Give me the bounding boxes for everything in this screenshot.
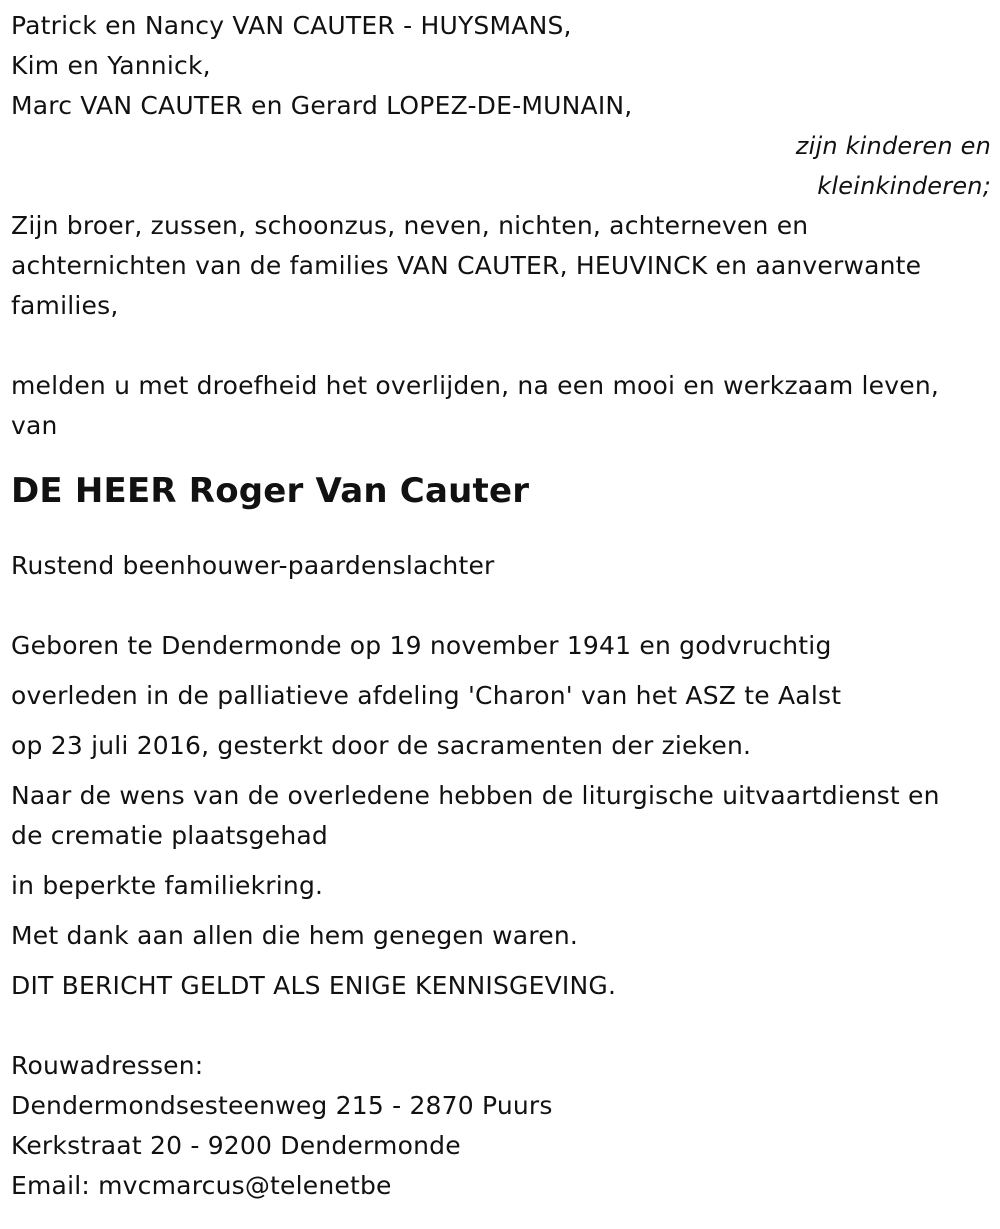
relatives-line-2: achternichten van de families VAN CAUTER, HEUVINCK en aanverwante (11, 251, 922, 280)
family-line-3: Marc VAN CAUTER en Gerard LOPEZ-DE-MUNAIN, (11, 91, 633, 120)
spacer (11, 326, 991, 366)
addresses-block (11, 1046, 991, 1206)
details-line-2: overleden in de palliatieve afdeling 'Charon' van het ASZ te Aalst (11, 681, 842, 710)
address-2: Kerkstraat 20 - 9200 Dendermonde (11, 1131, 461, 1160)
relatives-line-3: families, (11, 291, 119, 320)
details-line-7: DIT BERICHT GELDT ALS ENIGE KENNISGEVING. (11, 971, 617, 1000)
details-line-4b: de crematie plaatsgehad (11, 821, 328, 850)
details-line-3: op 23 juli 2016, gesterkt door de sacramenten der zieken. (11, 731, 752, 760)
relatives-block (11, 206, 991, 326)
addresses-label: Rouwadressen: (11, 1051, 204, 1080)
relation-line-1: zijn kinderen en (795, 132, 991, 160)
deceased-name: DE HEER Roger Van Cauter (11, 471, 530, 511)
family-block (11, 6, 991, 206)
relation-line-2: kleinkinderen; (817, 172, 991, 200)
details-line-1: Geboren te Dendermonde op 19 november 1941 en godvruchtig (11, 631, 832, 660)
family-line-2: Kim en Yannick, (11, 51, 211, 80)
details-line-4a: Naar de wens van de overledene hebben de liturgische uitvaartdienst en (11, 781, 940, 810)
address-1: Dendermondsesteenweg 215 - 2870 Puurs (11, 1091, 553, 1120)
announcement-line-2: van (11, 411, 58, 440)
spacer (11, 586, 991, 626)
details-block (11, 626, 991, 1006)
details-line-5: in beperkte familiekring. (11, 871, 324, 900)
email-address: Email: mvcmarcus@telenetbe (11, 1171, 392, 1200)
spacer (11, 1006, 991, 1046)
announcement-block (11, 366, 991, 446)
family-line-1: Patrick en Nancy VAN CAUTER - HUYSMANS, (11, 11, 572, 40)
obituary-document (11, 6, 991, 1206)
details-line-6: Met dank aan allen die hem genegen waren. (11, 921, 579, 950)
relatives-line-1: Zijn broer, zussen, schoonzus, neven, nichten, achterneven en (11, 211, 809, 240)
announcement-line-1: melden u met droefheid het overlijden, na een mooi en werkzaam leven, (11, 371, 940, 400)
occupation: Rustend beenhouwer-paardenslachter (11, 551, 495, 580)
